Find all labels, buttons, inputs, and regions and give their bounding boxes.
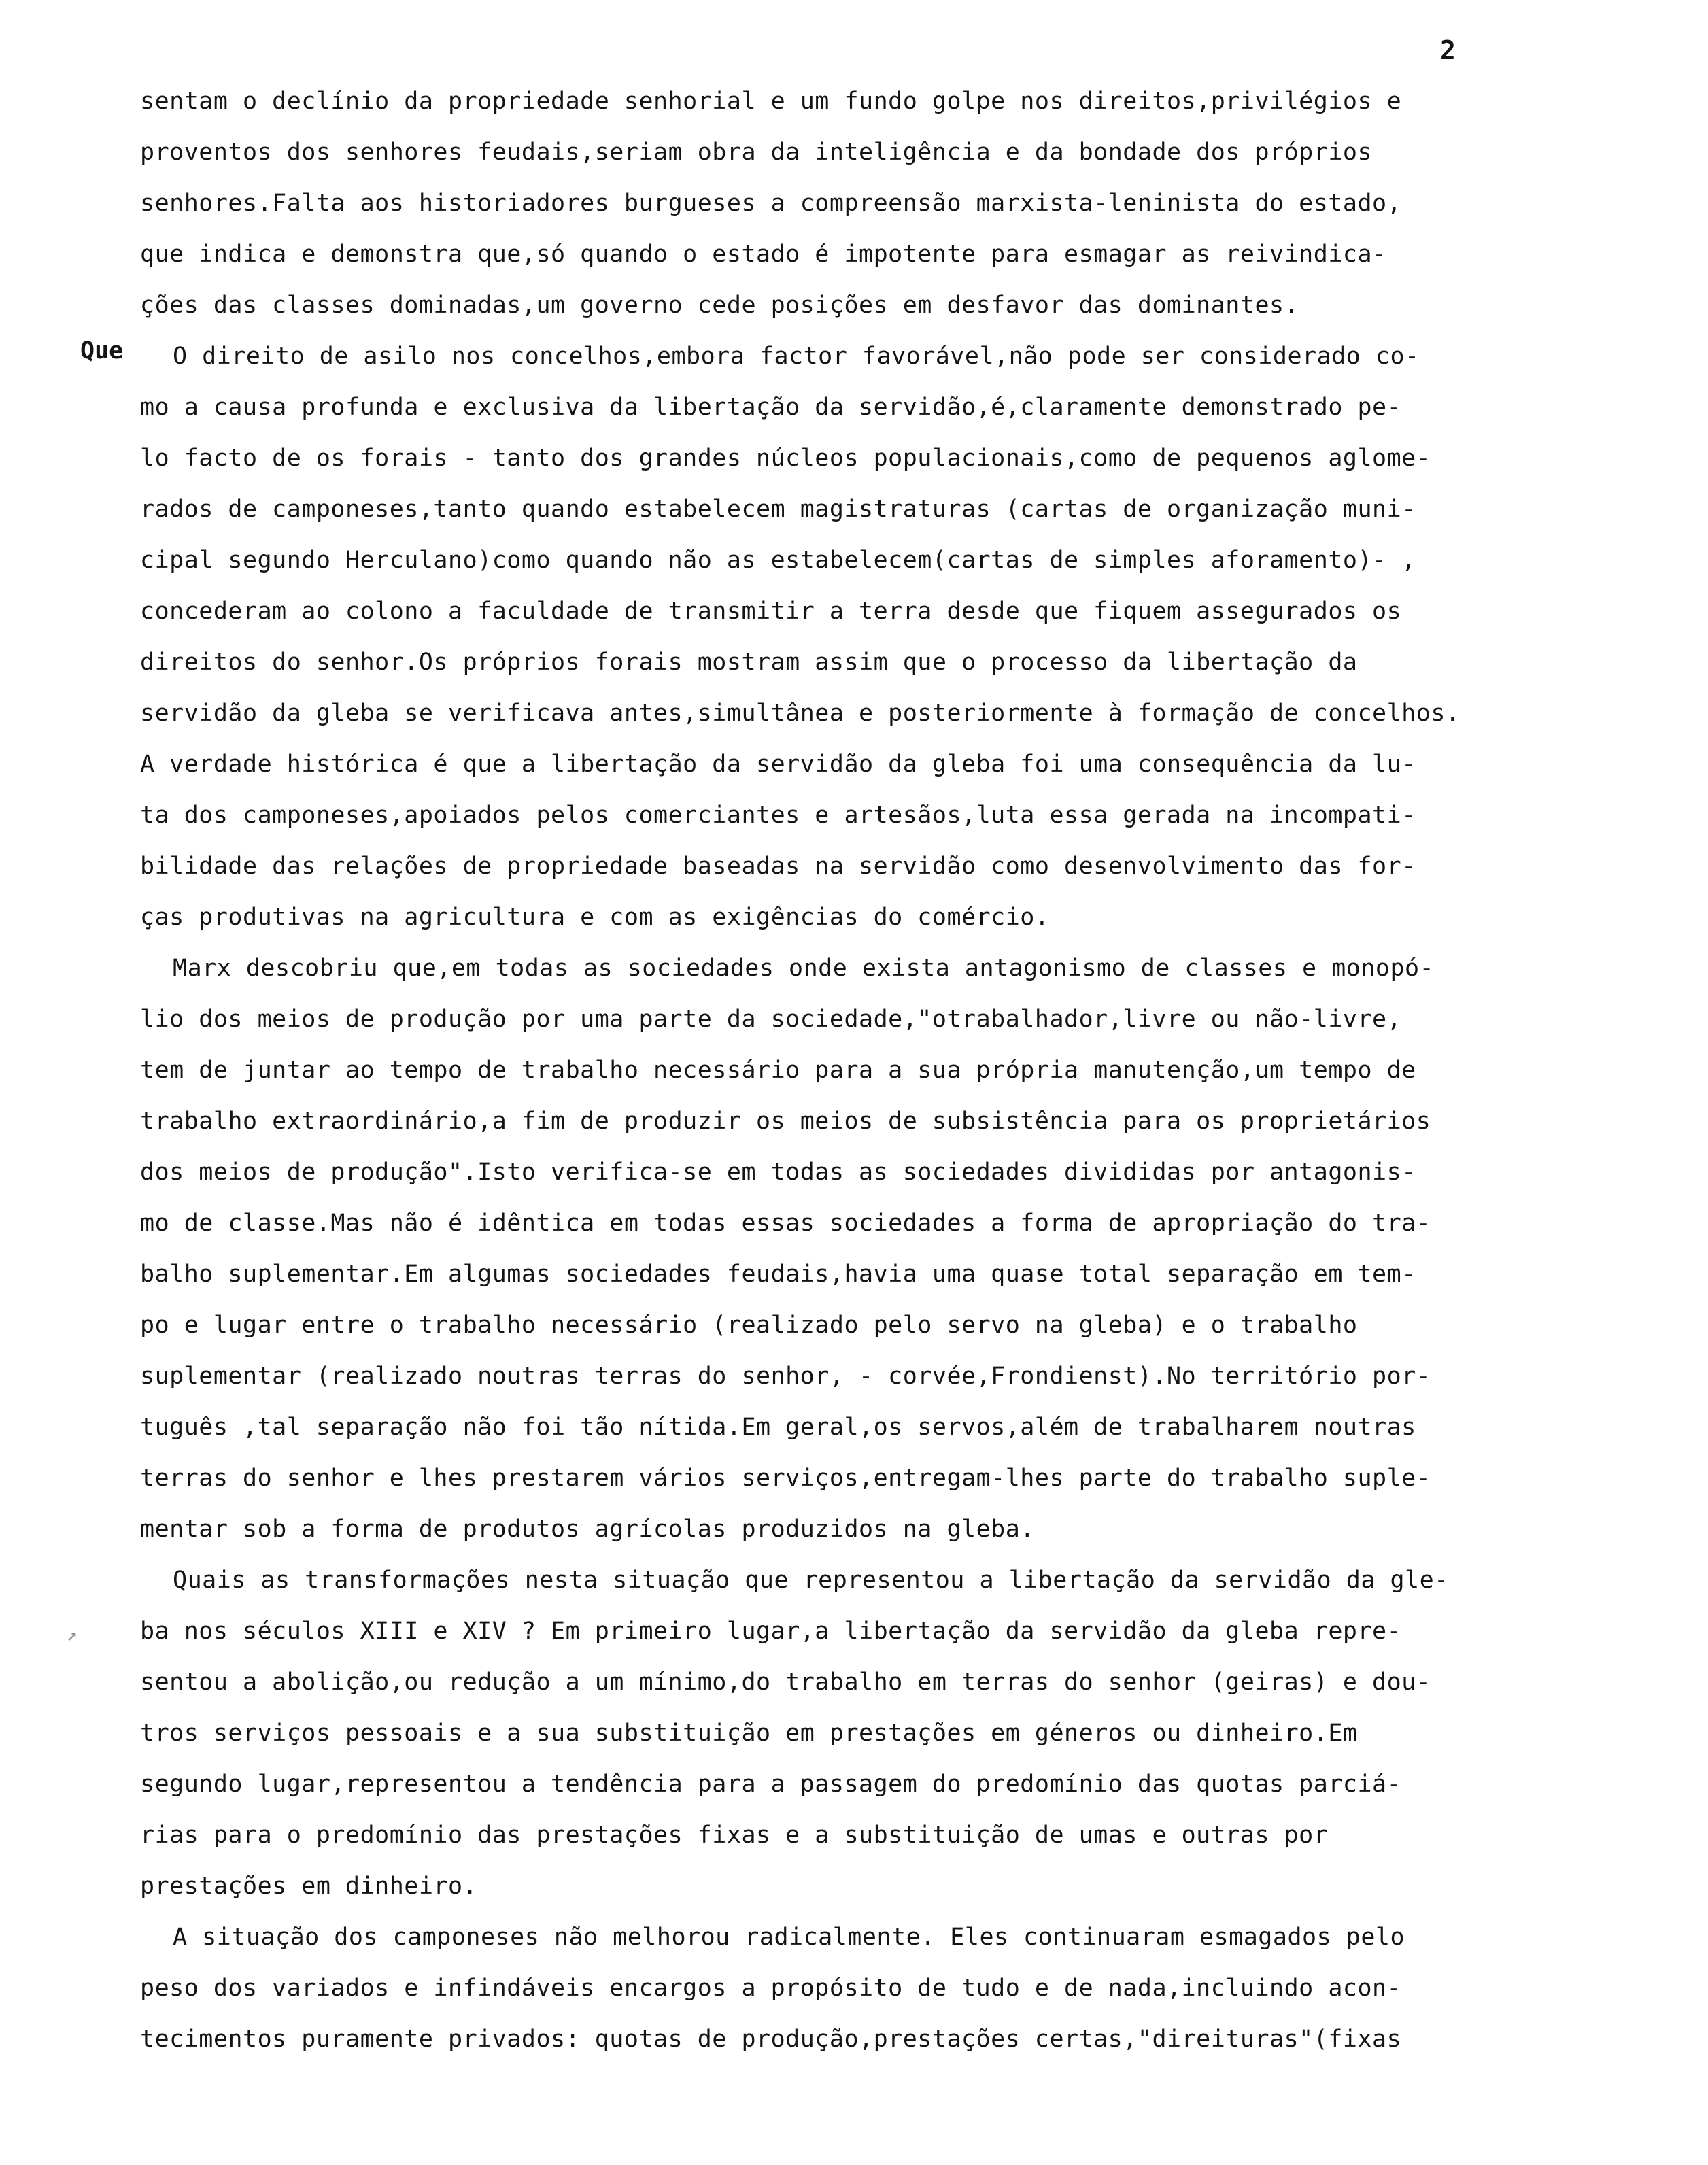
text-line: Marx descobriu que,em todas as sociedades onde exista antagonismo de classes e monopó- <box>173 955 1435 982</box>
text-line: bilidade das relações de propriedade baseadas na servidão como desenvolvimento das for- <box>140 853 1416 880</box>
text-line: Quais as transformações nesta situação que representou a libertação da servidão da gle- <box>173 1567 1449 1594</box>
text-line: tuguês ,tal separação não foi tão nítida.Em geral,os servos,além de trabalharem noutras <box>140 1414 1416 1441</box>
text-line: ças produtivas na agricultura e com as exigências do comércio. <box>140 904 1050 931</box>
text-line: O direito de asilo nos concelhos,embora factor favorável,não pode ser considerado co- <box>173 343 1420 370</box>
text-line: ba nos séculos XIII e XIV ? Em primeiro lugar,a libertação da servidão da gleba repre- <box>140 1618 1402 1645</box>
text-line: mo de classe.Mas não é idêntica em todas essas sociedades a forma de apropriação do tra- <box>140 1210 1431 1237</box>
text-line: balho suplementar.Em algumas sociedades feudais,havia uma quase total separação em tem- <box>140 1261 1416 1288</box>
text-line: A situação dos camponeses não melhorou radicalmente. Eles continuaram esmagados pelo <box>173 1924 1405 1951</box>
text-line: senhores.Falta aos historiadores burgueses a compreensão marxista-leninista do estado, <box>140 190 1402 217</box>
text-line: mentar sob a forma de produtos agrícolas produzidos na gleba. <box>140 1516 1035 1543</box>
text-line: segundo lugar,representou a tendência para a passagem do predomínio das quotas parciá- <box>140 1771 1402 1798</box>
text-line: servidão da gleba se verificava antes,simultânea e posteriormente à formação de concelhos. <box>140 700 1461 727</box>
text-line: proventos dos senhores feudais,seriam obra da inteligência e da bondade dos próprios <box>140 139 1373 166</box>
text-line: que indica e demonstra que,só quando o estado é impotente para esmagar as reivindica- <box>140 241 1387 268</box>
text-line: po e lugar entre o trabalho necessário (realizado pelo servo na gleba) e o trabalho <box>140 1312 1358 1339</box>
text-line: ta dos camponeses,apoiados pelos comerciantes e artesãos,luta essa gerada na incompati- <box>140 802 1416 829</box>
text-line: trabalho extraordinário,a fim de produzir os meios de subsistência para os proprietários <box>140 1108 1431 1135</box>
text-line: ções das classes dominadas,um governo cede posições em desfavor das dominantes. <box>140 292 1299 319</box>
text-line: tem de juntar ao tempo de trabalho necessário para a sua própria manutenção,um tempo de <box>140 1057 1416 1084</box>
text-line: concederam ao colono a faculdade de transmitir a terra desde que fiquem assegurados os <box>140 598 1402 625</box>
text-line: mo a causa profunda e exclusiva da libertação da servidão,é,claramente demonstrado pe- <box>140 394 1402 421</box>
text-line: lo facto de os forais - tanto dos grandes núcleos populacionais,como de pequenos aglome- <box>140 445 1431 472</box>
stray-pen-mark: ↗ <box>67 1625 78 1646</box>
text-line: tecimentos puramente privados: quotas de produção,prestações certas,"direituras"(fixas <box>140 2026 1402 2053</box>
page-number: 2 <box>1440 35 1456 65</box>
text-line: tros serviços pessoais e a sua substituição em prestações em géneros ou dinheiro.Em <box>140 1720 1358 1747</box>
text-line: rias para o predomínio das prestações fixas e a substituição de umas e outras por <box>140 1822 1329 1849</box>
text-line: sentou a abolição,ou redução a um mínimo,do trabalho em terras do senhor (geiras) e dou- <box>140 1669 1431 1696</box>
text-line: peso dos variados e infindáveis encargos a propósito de tudo e de nada,incluindo acon- <box>140 1975 1402 2002</box>
text-line: sentam o declínio da propriedade senhorial e um fundo golpe nos direitos,privilégios e <box>140 88 1402 115</box>
text-line: rados de camponeses,tanto quando estabelecem magistraturas (cartas de organização muni- <box>140 496 1416 523</box>
text-line: direitos do senhor.Os próprios forais mostram assim que o processo da libertação da <box>140 649 1358 676</box>
text-line: terras do senhor e lhes prestarem vários serviços,entregam-lhes parte do trabalho suple- <box>140 1465 1431 1492</box>
text-line: prestações em dinheiro. <box>140 1873 478 1900</box>
text-line: cipal segundo Herculano)como quando não as estabelecem(cartas de simples aforamento)- , <box>140 547 1416 574</box>
margin-annotation: Que <box>80 337 124 364</box>
text-line: dos meios de produção".Isto verifica-se em todas as sociedades divididas por antagonis- <box>140 1159 1416 1186</box>
text-line: A verdade histórica é que a libertação da servidão da gleba foi uma consequência da lu- <box>140 751 1416 778</box>
text-line: suplementar (realizado noutras terras do senhor, - corvée,Frondienst).No território por- <box>140 1363 1431 1390</box>
text-line: lio dos meios de produção por uma parte da sociedade,"otrabalhador,livre ou não-livre, <box>140 1006 1402 1033</box>
body-text <box>140 76 1643 2065</box>
